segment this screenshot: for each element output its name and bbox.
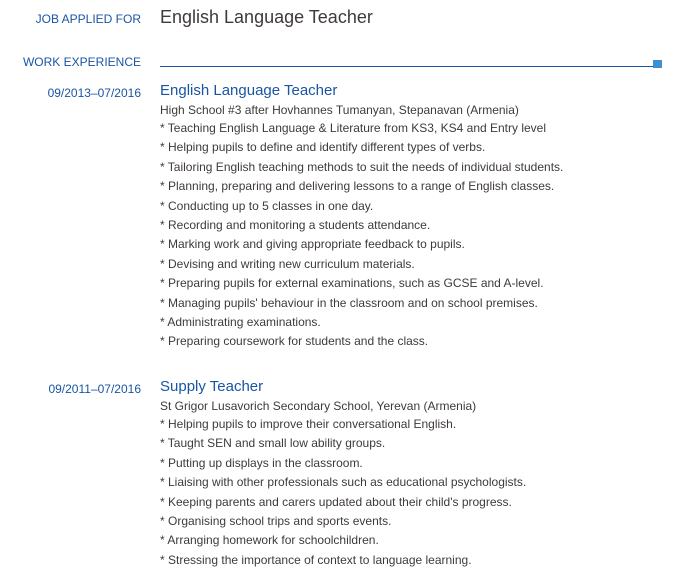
work-experience-label: WORK EXPERIENCE	[22, 55, 141, 69]
duty-item: * Tailoring English teaching methods to suit the needs of individual students.	[160, 159, 564, 174]
duty-item: * Managing pupils' behaviour in the classroom and on school premises.	[160, 295, 538, 310]
duty-item: * Organising school trips and sports events.	[160, 514, 392, 529]
duty-item: * Devising and writing new curriculum materials.	[160, 256, 415, 271]
job-applied-value: English Language Teacher	[160, 7, 373, 27]
duty-list	[160, 119, 680, 352]
duty-item: * Liaising with other professionals such as educational psychologists.	[160, 475, 527, 490]
duty-item: * Stressing the importance of context to language learning.	[160, 552, 472, 567]
duty-item: * Conducting up to 5 classes in one day.	[160, 198, 374, 213]
entry-title: English Language Teacher	[160, 82, 338, 99]
duty-item: * Preparing pupils for external examinations, such as GCSE and A-level.	[160, 276, 544, 291]
entry-title: Supply Teacher	[160, 378, 264, 395]
entry-content	[160, 378, 680, 570]
duty-item: * Keeping parents and carers updated about their child's progress.	[160, 494, 512, 509]
duty-item: * Putting up displays in the classroom.	[160, 455, 363, 470]
duty-item: * Recording and monitoring a students attendance.	[160, 218, 431, 233]
entry-employer: High School #3 after Hovhannes Tumanyan, Stepanavan (Armenia)	[160, 103, 519, 117]
section-divider-marker	[653, 60, 662, 68]
duty-item: * Administrating examinations.	[160, 315, 321, 330]
duty-item: * Marking work and giving appropriate feedback to pupils.	[160, 237, 465, 252]
duty-item: * Arranging homework for schoolchildren.	[160, 533, 379, 548]
entry-dates: 09/2013–07/2016	[47, 86, 141, 100]
duty-item: * Planning, preparing and delivering lessons to a range of English classes.	[160, 179, 555, 194]
job-applied-label: JOB APPLIED FOR	[35, 12, 141, 26]
duty-item: * Teaching English Language & Literature from KS3, KS4 and Entry level	[160, 121, 547, 135]
entry-dates: 09/2011–07/2016	[48, 382, 141, 396]
duty-item: * Taught SEN and small low ability groups.	[160, 436, 386, 451]
duty-item: * Helping pupils to improve their conversational English.	[160, 417, 457, 431]
duty-item: * Preparing coursework for students and the class.	[160, 334, 429, 349]
entry-employer: St Grigor Lusavorich Secondary School, Yerevan (Armenia)	[160, 399, 477, 413]
section-divider-line	[160, 66, 654, 67]
duty-list	[160, 415, 680, 570]
entry-content	[160, 82, 680, 352]
duty-item: * Helping pupils to define and identify different types of verbs.	[160, 140, 486, 155]
